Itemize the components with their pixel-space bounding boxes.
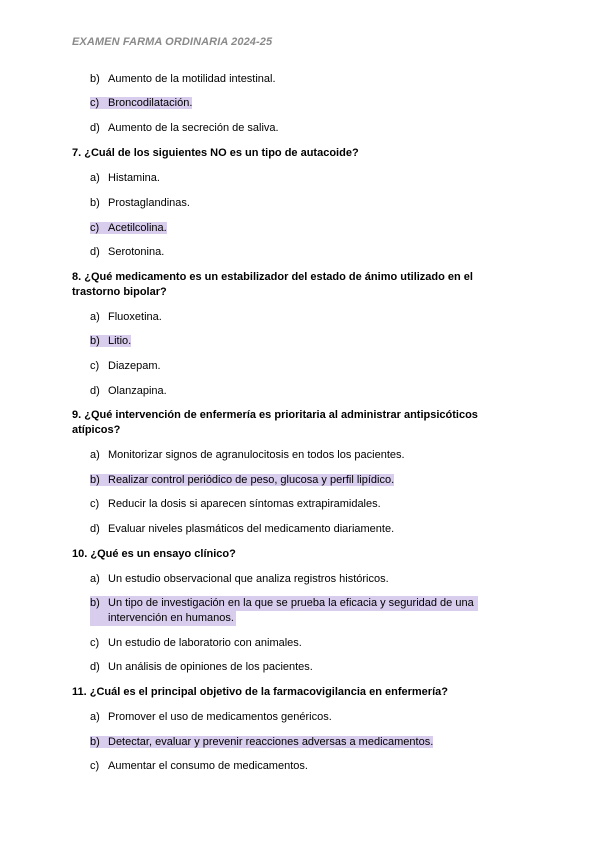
option-text: Serotonina. [108,246,165,258]
option-letter: d) [90,385,100,397]
option-letter: d) [90,246,100,258]
option-text: Fluoxetina. [108,311,162,323]
option-text: Histamina. [108,172,160,184]
option-letter: b) [90,736,100,748]
option-text: Aumentar el consumo de medicamentos. [108,760,308,772]
option-letter: c) [90,760,100,772]
option-text: Detectar, evaluar y prevenir reacciones adversas a medicamentos. [108,736,434,748]
question-10-title: 10. ¿Qué es un ensayo clínico? [72,548,236,560]
option-q6-c-highlighted [90,96,490,111]
option-text: Acetilcolina. [108,222,167,234]
option-text-line-2: intervención en humanos. [108,612,234,624]
option-text: Monitorizar signos de agranulocitosis en todos los pacientes. [108,449,405,461]
question-9-title: 9. ¿Qué intervención de enfermería es prioritaria al administrar antipsicóticos atípicos? [72,409,478,436]
option-letter: c) [90,222,100,234]
option-q10-b-highlighted [90,596,478,626]
option-text: Un tipo de investigación en la que se prueba la eficacia y seguridad de una [108,597,474,609]
option-q9-c [90,497,490,512]
option-q8-d [90,384,490,399]
option-letter: b) [90,474,100,486]
option-q6-d [90,121,490,136]
option-text: Broncodilatación. [108,97,193,109]
option-letter: b) [90,335,100,347]
option-letter: a) [90,711,100,723]
option-letter: a) [90,311,100,323]
option-letter: d) [90,122,100,134]
option-q11-b-highlighted [90,735,490,750]
option-text: Realizar control periódico de peso, glucosa y perfil lipídico. [108,474,395,486]
option-q11-a [90,710,490,725]
option-q9-b-highlighted [90,473,490,488]
option-text: Un estudio de laboratorio con animales. [108,637,302,649]
option-text: Promover el uso de medicamentos genéricos. [108,711,332,723]
option-q6-b [90,72,490,87]
option-q10-d [90,660,490,675]
option-letter: a) [90,172,100,184]
option-q7-b [90,196,490,211]
option-q8-a [90,310,490,325]
option-q11-c [90,759,490,774]
option-q9-d [90,522,490,537]
option-q10-c [90,636,490,651]
option-letter: b) [90,73,100,85]
option-q9-a [90,448,490,463]
option-text: Un estudio observacional que analiza registros históricos. [108,573,389,585]
option-letter: c) [90,360,100,372]
option-letter: d) [90,661,100,673]
option-text: Evaluar niveles plasmáticos del medicamento diariamente. [108,523,395,535]
option-letter: b) [90,597,100,609]
option-letter: b) [90,197,100,209]
option-q7-a [90,171,490,186]
option-text: Reducir la dosis si aparecen síntomas extrapiramidales. [108,498,381,510]
document-header: EXAMEN FARMA ORDINARIA 2024-25 [72,36,273,48]
option-letter: c) [90,498,100,510]
option-q8-b-highlighted [90,334,490,349]
option-letter: c) [90,97,100,109]
option-letter: a) [90,573,100,585]
option-q10-a [90,572,490,587]
question-11-title: 11. ¿Cuál es el principal objetivo de la farmacovigilancia en enfermería? [72,686,448,698]
option-letter: a) [90,449,100,461]
option-text: Diazepam. [108,360,161,372]
option-letter: d) [90,523,100,535]
option-text: Litio. [108,335,132,347]
question-7-title: 7. ¿Cuál de los siguientes NO es un tipo de autacoide? [72,147,359,159]
question-8-title: 8. ¿Qué medicamento es un estabilizador del estado de ánimo utilizado en el trastorno bipolar? [72,271,473,298]
option-text: Prostaglandinas. [108,197,190,209]
option-text: Aumento de la secreción de saliva. [108,122,279,134]
option-text: Un análisis de opiniones de los pacientes. [108,661,313,673]
option-letter: c) [90,637,100,649]
option-text: Aumento de la motilidad intestinal. [108,73,276,85]
option-q8-c [90,359,490,374]
option-q7-c-highlighted [90,221,490,236]
option-q7-d [90,245,490,260]
option-text: Olanzapina. [108,385,167,397]
